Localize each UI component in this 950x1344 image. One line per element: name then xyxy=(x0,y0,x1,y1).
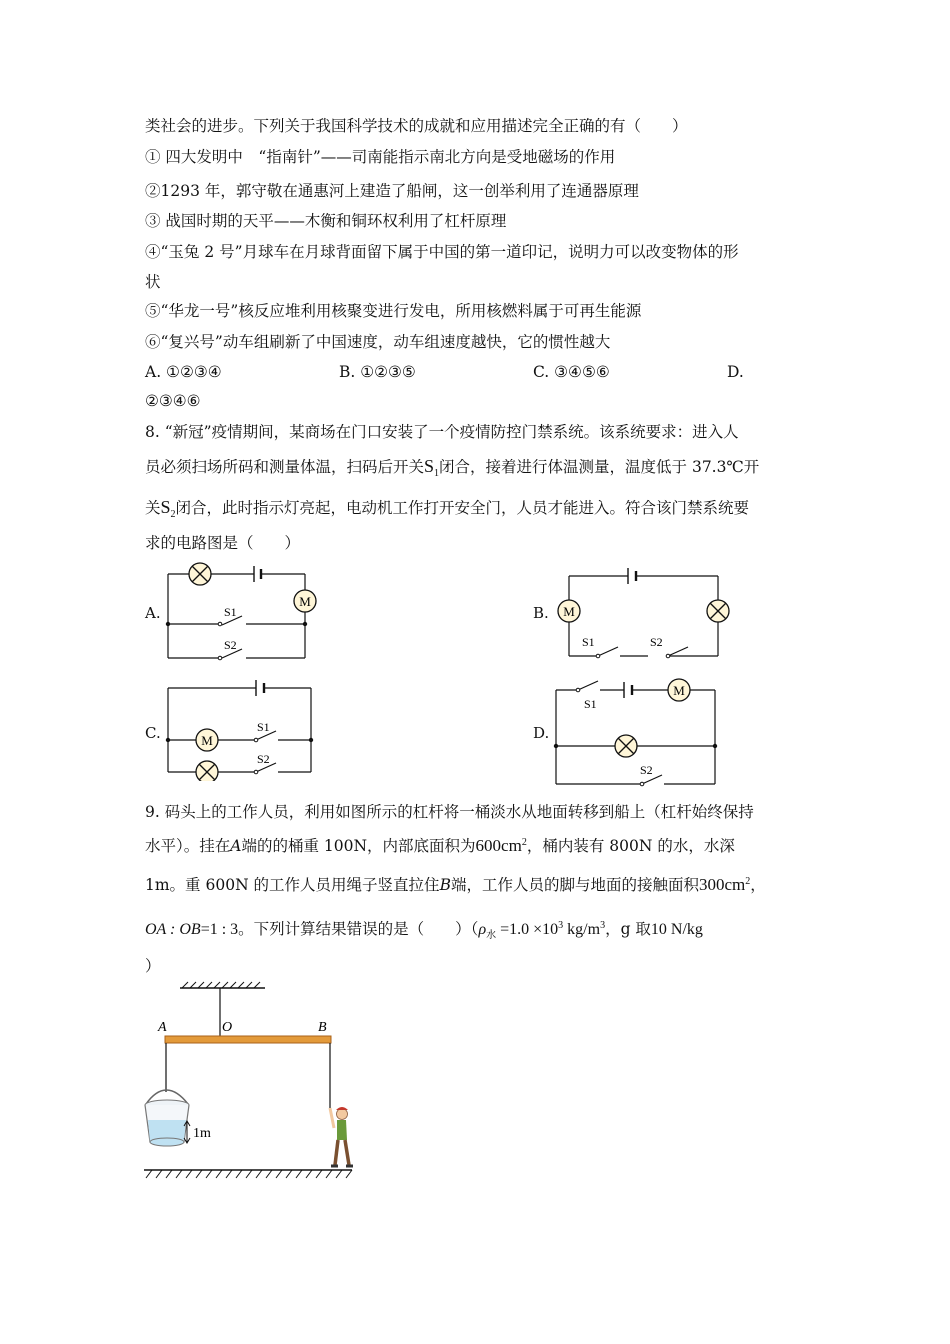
q8-line-3 xyxy=(145,497,749,521)
q9-close: ） xyxy=(145,957,161,975)
q8-line-3b: 闭合，此时指示灯亮起，电动机工作打开安全门，人员才能进入。符合该门禁系统要 xyxy=(175,499,750,517)
q9-line-4: OA : OB=1 : 3。下列计算结果错误的是（ ）（$\rho_水 =1.0 \times 10^3$ $kg/m^3$，g 取10 N/kg xyxy=(145,920,703,941)
motor-icon xyxy=(196,729,218,751)
svg-text:M: M xyxy=(201,733,213,748)
q8-label-a: A. xyxy=(145,604,161,622)
q7-option-d: D. xyxy=(727,363,744,381)
q8-line-3a: 关 xyxy=(145,499,161,517)
point-b-label: B xyxy=(318,1020,327,1035)
point-a-label: A xyxy=(158,1020,167,1035)
q9-line-2: 水平）。挂在A端的的桶重 100N，内部底面积为$600cm^2$，桶内装有 800N 的水，水深 xyxy=(145,836,735,855)
point-o-label: O xyxy=(222,1020,233,1035)
switch-s2-label: S2 xyxy=(640,763,653,777)
lamp-icon xyxy=(196,761,218,781)
svg-text:M: M xyxy=(673,683,685,698)
circuit-c xyxy=(160,676,320,781)
battery-icon xyxy=(628,568,636,584)
switch-s1-label: S1 xyxy=(257,720,270,734)
lamp-icon xyxy=(189,563,211,585)
q8-line-2b: 闭合，接着进行体温测量，温度低于 37.3℃开 xyxy=(439,458,760,476)
bucket-icon xyxy=(145,1090,189,1146)
q8-s1: $S_1$ xyxy=(424,456,440,479)
q7-option-b: B. ①②③⑤ xyxy=(339,363,416,381)
q7-item-2: ②1293 年，郭守敬在通惠河上建造了船闸，这一创举利用了连通器原理 xyxy=(145,182,639,200)
q7-item-4: ④“玉兔 2 号”月球车在月球背面留下属于中国的第一道印记，说明力可以改变物体的形 xyxy=(145,243,739,261)
q8-line-4: 求的电路图是（ ） xyxy=(145,534,301,552)
battery-icon xyxy=(624,682,632,698)
q7-option-c: C. ③④⑤⑥ xyxy=(533,363,610,381)
circuit-a xyxy=(160,558,330,663)
switch-s1-label: S1 xyxy=(582,635,595,649)
battery-icon xyxy=(254,566,261,582)
svg-text:M: M xyxy=(299,594,311,609)
q8-line-1: 8. “新冠”疫情期间，某商场在门口安装了一个疫情防控门禁系统。该系统要求：进入人 xyxy=(145,423,739,441)
q8-line-2a: 员必须扫场所码和测量体温，扫码后开关 xyxy=(145,458,425,476)
switch-s2-label: S2 xyxy=(650,635,663,649)
q8-s2: $S_2$ xyxy=(160,497,176,520)
circuit-d xyxy=(548,676,728,788)
q7-item-3: ③ 战国时期的天平——木衡和铜环权利用了杠杆原理 xyxy=(145,212,507,230)
q7-option-d-value: ②③④⑥ xyxy=(145,392,201,410)
q8-line-2 xyxy=(145,456,759,480)
battery-icon xyxy=(256,680,264,696)
depth-label: 1m xyxy=(193,1126,211,1141)
switch-s1-label: S1 xyxy=(224,605,237,619)
circuit-b xyxy=(548,560,738,665)
switch-s1-label: S1 xyxy=(584,697,597,711)
q7-item-5: ⑤“华龙一号”核反应堆利用核聚变进行发电，所用核燃料属于可再生能源 xyxy=(145,302,642,320)
motor-icon xyxy=(294,590,316,612)
switch-s2-label: S2 xyxy=(257,752,270,766)
q8-label-c: C. xyxy=(145,724,161,742)
q8-label-d: D. xyxy=(533,724,550,742)
q9-line-3: 1m。重 600N 的工作人员用绳子竖直拉住B端，工作人员的脚与地面的接触面积$300cm^2$， xyxy=(145,875,766,894)
lever-bar xyxy=(165,1036,331,1043)
worker-icon xyxy=(330,1107,353,1166)
q9-line-1: 9. 码头上的工作人员，利用如图所示的杠杆将一桶淡水从地面转移到船上（杠杆始终保持 xyxy=(145,803,754,821)
lamp-icon xyxy=(615,735,637,757)
lever-figure xyxy=(140,980,360,1185)
motor-icon xyxy=(558,600,580,622)
motor-icon xyxy=(668,679,690,701)
q7-intro: 类社会的进步。下列关于我国科学技术的成就和应用描述完全正确的有（ ） xyxy=(145,117,688,135)
q7-item-4-cont: 状 xyxy=(145,273,161,291)
q7-item-6: ⑥“复兴号”动车组刷新了中国速度，动车组速度越快，它的惯性越大 xyxy=(145,333,611,351)
q7-option-a: A. ①②③④ xyxy=(145,363,222,381)
switch-s2-label: S2 xyxy=(224,638,237,652)
lamp-icon xyxy=(707,600,729,622)
svg-text:M: M xyxy=(563,604,575,619)
q8-label-b: B. xyxy=(533,604,549,622)
q7-item-1: ① 四大发明中 “指南针”——司南能指示南北方向是受地磁场的作用 xyxy=(145,148,616,166)
